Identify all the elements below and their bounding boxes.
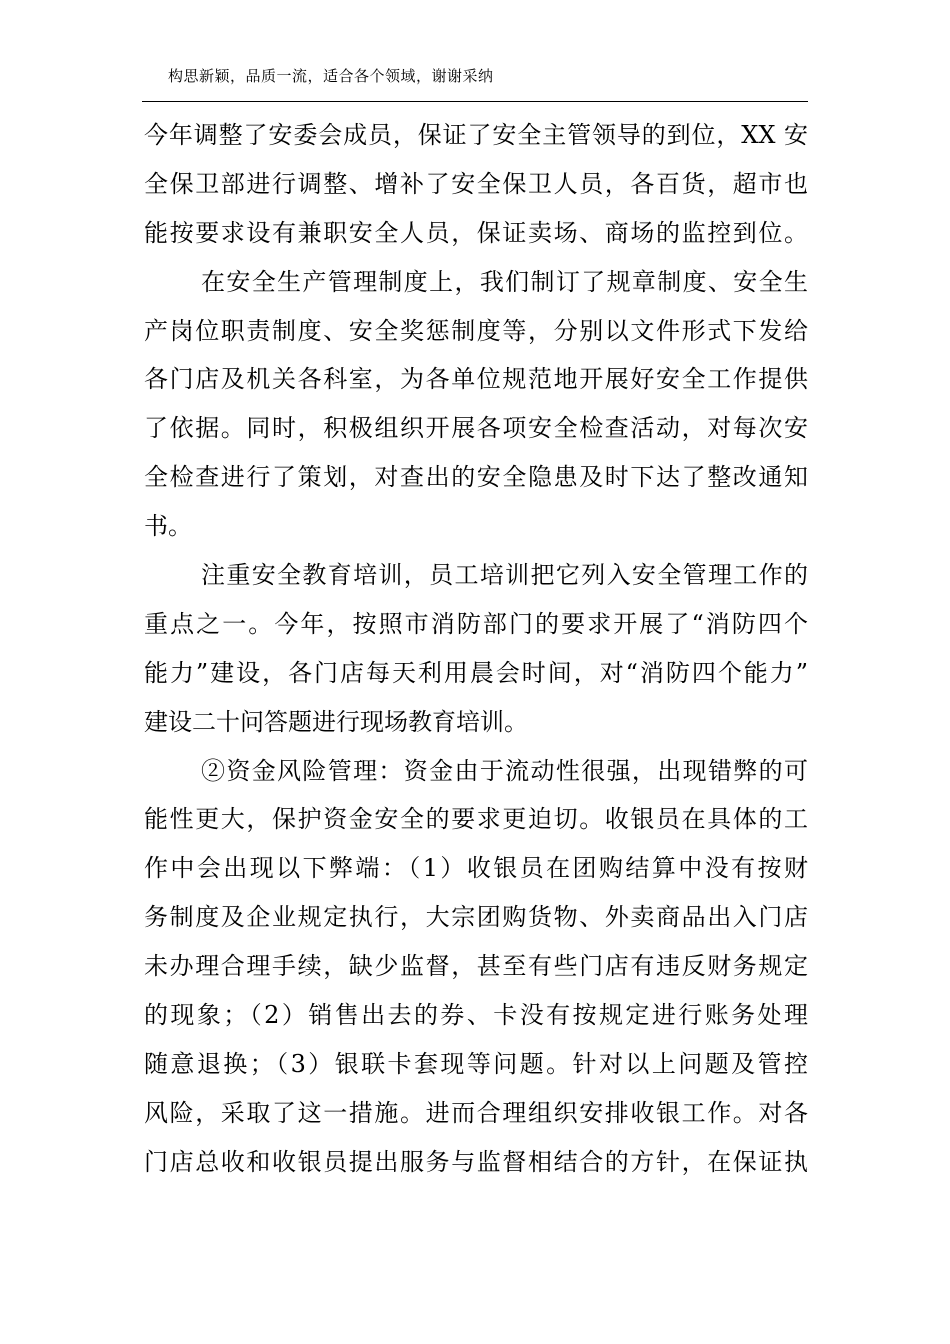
text-line: 书。: [144, 512, 192, 541]
text-line: ②资金风险管理：资金由于流动性很强，出现错弊的可: [201, 756, 808, 785]
paragraph: [144, 258, 808, 551]
text-line: 重点之一。今年，按照市消防部门的要求开展了“消防四个: [144, 609, 808, 638]
text-line: 随意退换；（3）银联卡套现等问题。针对以上问题及管控: [144, 1049, 808, 1078]
text-line: 门店总收和收银员提出服务与监督相结合的方针，在保证执: [144, 1147, 808, 1176]
text-line: 能按要求设有兼职安全人员，保证卖场、商场的监控到位。: [144, 218, 808, 247]
paragraph: [144, 551, 808, 747]
text-line: 建设二十问答题进行现场教育培训。: [144, 707, 528, 736]
text-line: 各门店及机关各科室，为各单位规范地开展好安全工作提供: [144, 365, 808, 394]
text-line: 务制度及企业规定执行，大宗团购货物、外卖商品出入门店: [144, 903, 808, 932]
text-line: 注重安全教育培训，员工培训把它列入安全管理工作的: [201, 561, 808, 590]
text-line: 未办理合理手续，缺少监督，甚至有些门店有违反财务规定: [144, 952, 808, 981]
text-line: 今年调整了安委会成员，保证了安全主管领导的到位，XX 安: [144, 121, 808, 149]
text-line: 的现象；（2）销售出去的券、卡没有按规定进行账务处理: [144, 1001, 808, 1030]
text-line: 全检查进行了策划，对查出的安全隐患及时下达了整改通知: [144, 463, 808, 492]
paragraph: [144, 747, 808, 1187]
text-line: 产岗位职责制度、安全奖惩制度等，分别以文件形式下发给: [144, 316, 808, 345]
text-line: 了依据。同时，积极组织开展各项安全检查活动，对每次安: [144, 414, 808, 443]
page-header-slogan: 构思新颖，品质一流，适合各个领域，谢谢采纳: [168, 67, 494, 85]
header-divider: [142, 101, 808, 102]
text-line: 作中会出现以下弊端：（1）收银员在团购结算中没有按财: [144, 854, 808, 883]
text-line: 全保卫部进行调整、增补了安全保卫人员，各百货，超市也: [144, 169, 808, 198]
text-line: 风险，采取了这一措施。进而合理组织安排收银工作。对各: [144, 1098, 808, 1127]
paragraph: [144, 111, 808, 258]
text-line: 能性更大，保护资金安全的要求更迫切。收银员在具体的工: [144, 805, 808, 834]
text-line: 在安全生产管理制度上，我们制订了规章制度、安全生: [201, 267, 808, 296]
text-line: 能力”建设，各门店每天利用晨会时间，对“消防四个能力”: [144, 658, 808, 687]
document-body: [144, 111, 808, 1187]
